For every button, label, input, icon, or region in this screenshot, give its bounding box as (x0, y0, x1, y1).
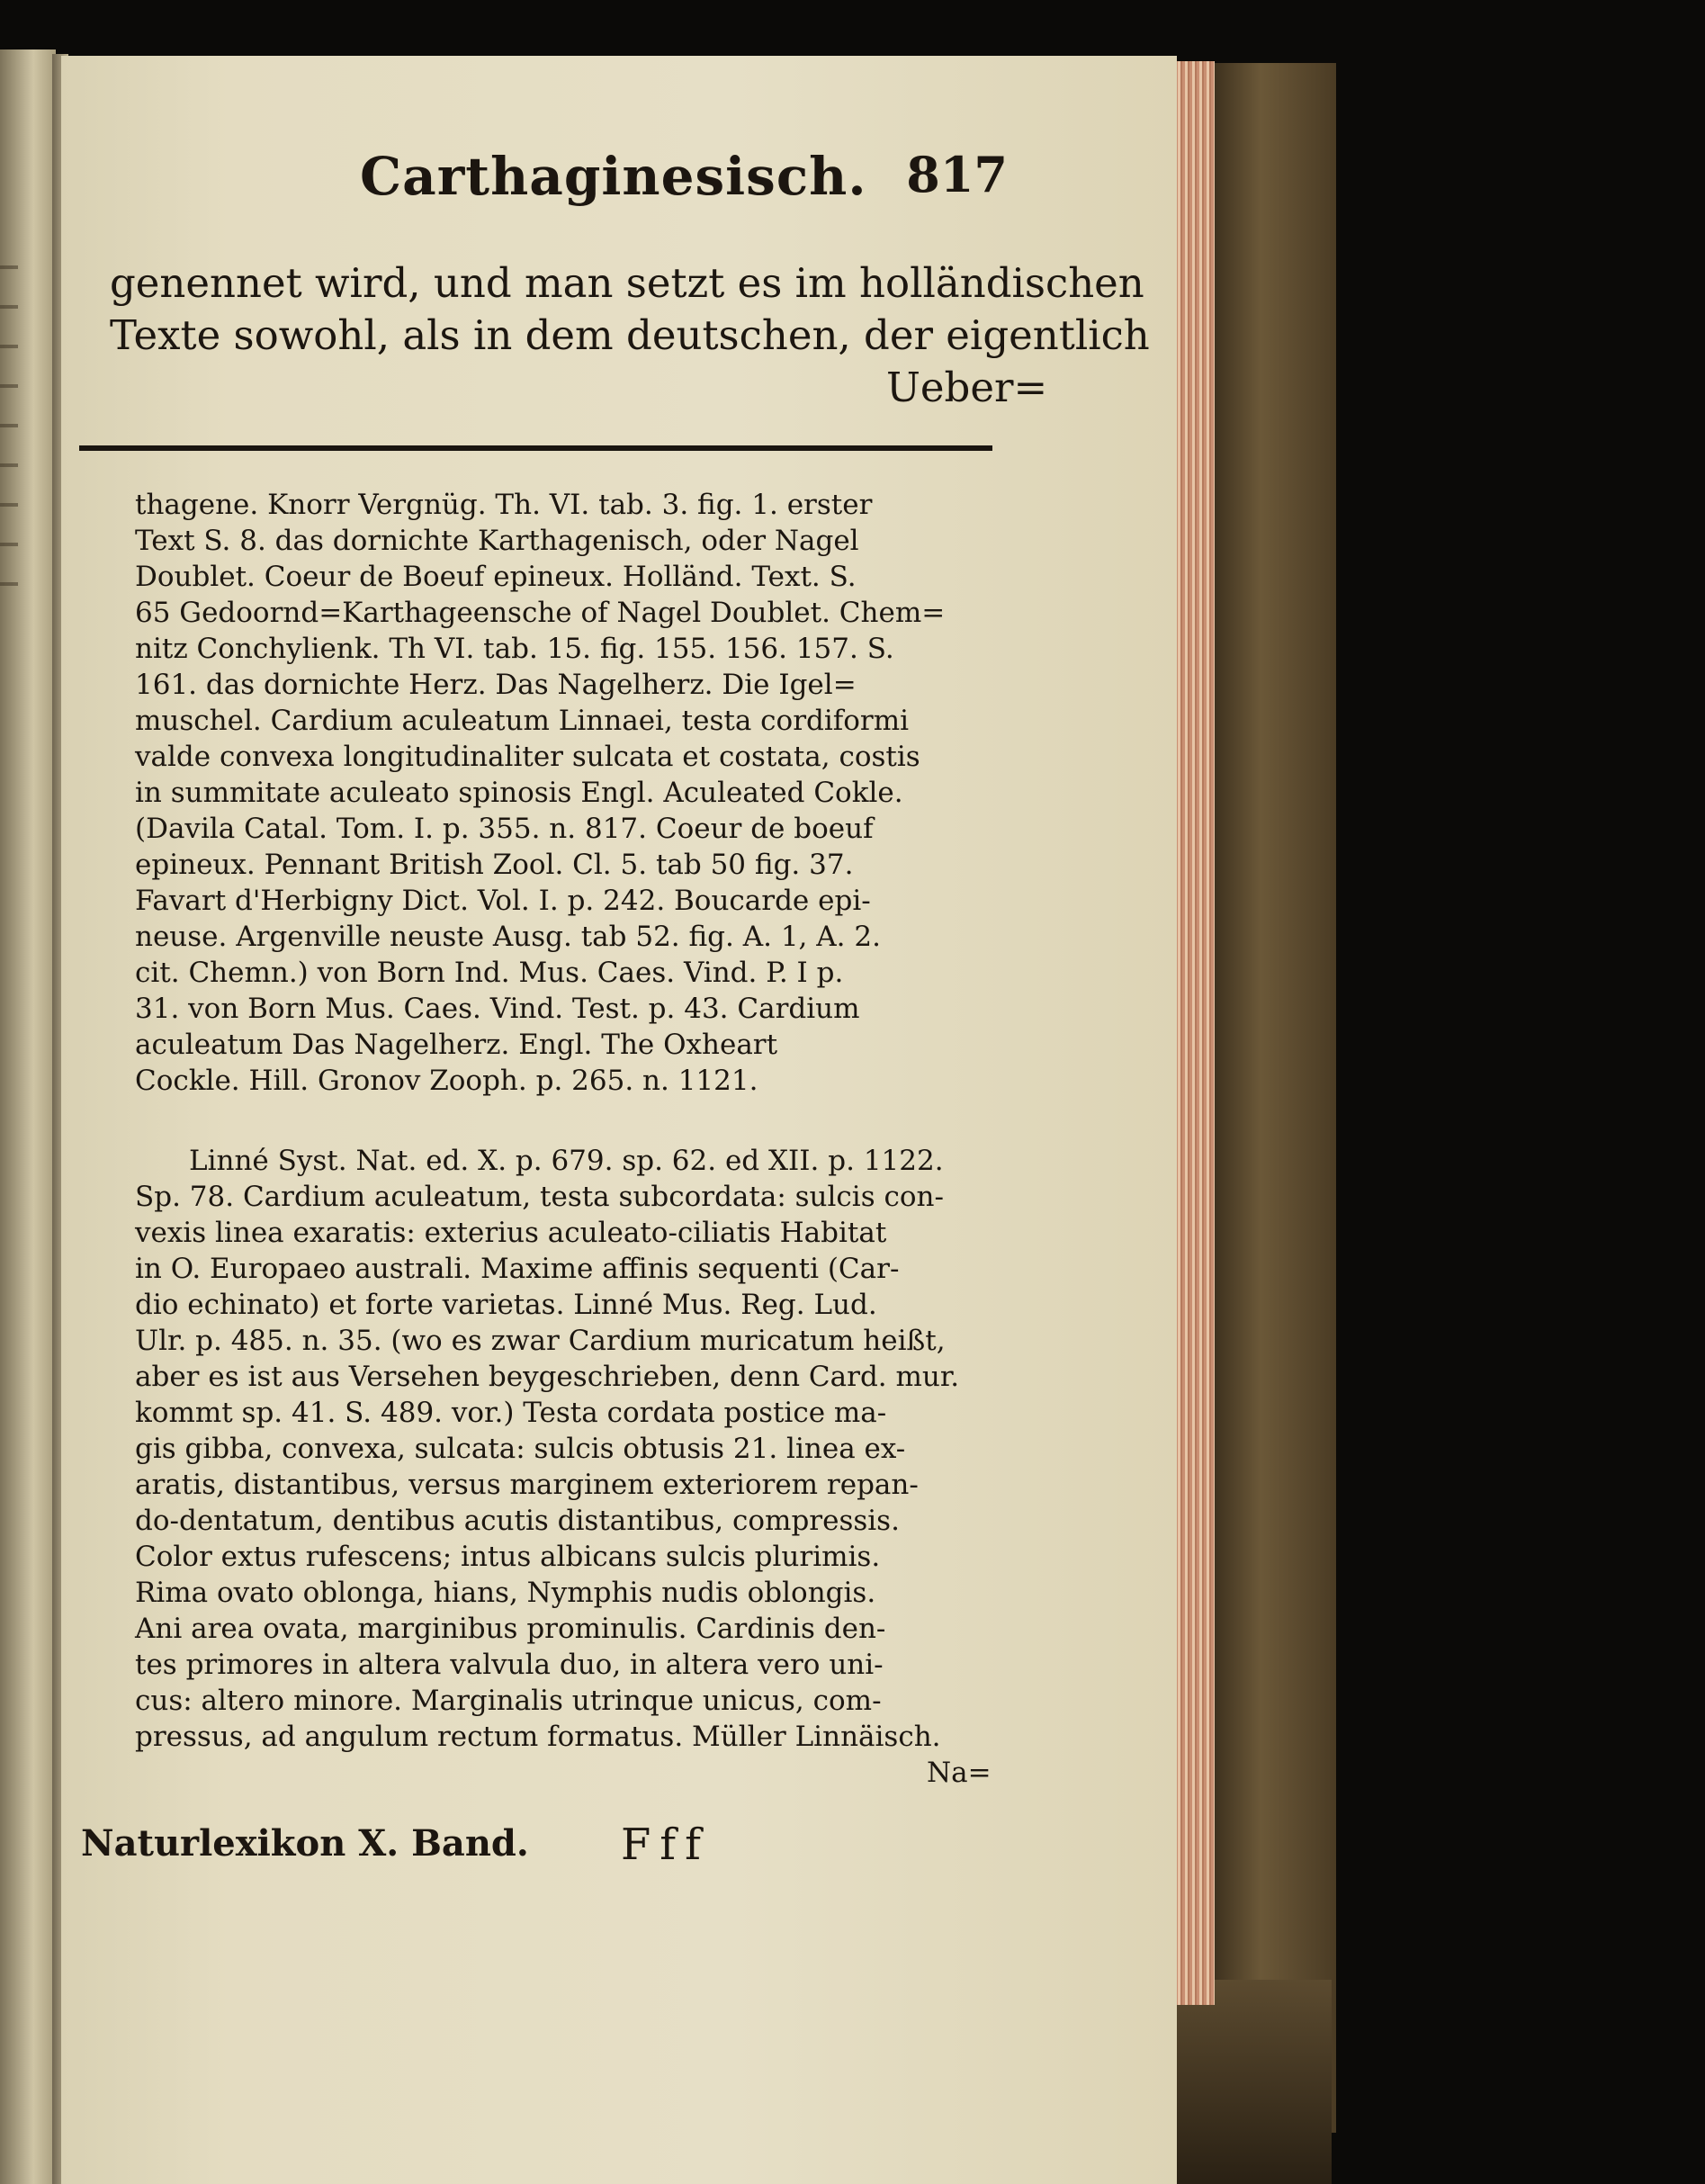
footer-volume-title: Naturlexikon X. Band. (81, 1822, 529, 1865)
text-line: Rima ovato oblonga, hians, Nymphis nudis oblongis. (135, 1577, 876, 1609)
text-line: epineux. Pennant British Zool. Cl. 5. tab 50 fig. 37. (135, 849, 854, 881)
text-line: Ulr. p. 485. n. 35. (wo es zwar Cardium muricatum heißt, (135, 1325, 946, 1357)
running-header (360, 146, 1008, 227)
text-line: pressus, ad angulum rectum formatus. Müller Linnäisch. (135, 1721, 941, 1753)
text-line: Sp. 78. Cardium aculeatum, testa subcordata: sulcis con- (135, 1181, 944, 1213)
text-line: nitz Conchylienk. Th VI. tab. 15. fig. 155. 156. 157. S. (135, 633, 894, 665)
text-line: (Davila Catal. Tom. I. p. 355. n. 817. Coeur de boeuf (135, 813, 874, 845)
text-line: cit. Chemn.) von Born Ind. Mus. Caes. Vind. P. I p. (135, 957, 844, 989)
text-line: Favart d'Herbigny Dict. Vol. I. p. 242. Boucarde epi- (135, 885, 871, 917)
left-page-print-bleed (0, 229, 18, 589)
text-line: Doublet. Coeur de Boeuf epineux. Holländ. Text. S. (135, 561, 857, 593)
text-line: cus: altero minore. Marginalis utrinque unicus, com- (135, 1685, 882, 1717)
text-line: muschel. Cardium aculeatum Linnaei, testa cordiformi (135, 705, 910, 737)
text-line: 65 Gedoornd=Karthageensche of Nagel Doublet. Chem= (135, 597, 946, 629)
text-line: aculeatum Das Nagelherz. Engl. The Oxheart (135, 1029, 778, 1061)
text-line: in summitate aculeato spinosis Engl. Aculeated Cokle. (135, 777, 903, 809)
text-line: Texte sowohl, als in dem deutschen, der eigentlich (110, 311, 1150, 359)
text-line: do-dentatum, dentibus acutis distantibus, compressis. (135, 1505, 900, 1537)
text-line: 161. das dornichte Herz. Das Nagelherz. Die Igel= (135, 669, 857, 701)
text-line: vexis linea exaratis: exterius aculeato-ciliatis Habitat (135, 1217, 887, 1249)
text-line: Text S. 8. das dornichte Karthagenisch, oder Nagel (135, 525, 859, 557)
text-line: aratis, distantibus, versus marginem exteriorem repan- (135, 1469, 919, 1501)
text-line: Ueber= (886, 364, 1048, 411)
page-title: Carthaginesisch. (360, 146, 867, 207)
text-line: neuse. Argenville neuste Ausg. tab 52. fig. A. 1, A. 2. (135, 921, 881, 953)
book-cover-edge (1210, 63, 1336, 2133)
text-line: kommt sp. 41. S. 489. vor.) Testa cordata postice ma- (135, 1397, 887, 1429)
left-page-edge (0, 49, 56, 2184)
footer-signature-mark: Fff (621, 1820, 710, 1870)
text-line: Ani area ovata, marginibus prominulis. Cardinis den- (135, 1613, 886, 1645)
text-line: genennet wird, und man setzt es im holländischen (110, 259, 1144, 307)
text-line: Color extus rufescens; intus albicans sulcis plurimis. (135, 1541, 881, 1573)
page-number: 817 (906, 146, 1008, 203)
text-line: 31. von Born Mus. Caes. Vind. Test. p. 43. Cardium (135, 993, 860, 1025)
text-line: thagene. Knorr Vergnüg. Th. VI. tab. 3. fig. 1. erster (135, 489, 873, 521)
text-line: gis gibba, convexa, sulcata: sulcis obtusis 21. linea ex- (135, 1433, 906, 1465)
text-line: Linné Syst. Nat. ed. X. p. 679. sp. 62. ed XII. p. 1122. (189, 1145, 944, 1177)
separator-rule (79, 445, 992, 451)
text-line: in O. Europaeo australi. Maxime affinis sequenti (Car- (135, 1253, 900, 1285)
text-line: dio echinato) et forte varietas. Linné Mus. Reg. Lud. (135, 1289, 877, 1321)
text-line: aber es ist aus Versehen beygeschrieben, denn Card. mur. (135, 1361, 960, 1393)
text-line: Cockle. Hill. Gronov Zooph. p. 265. n. 1121. (135, 1065, 758, 1097)
text-line: valde convexa longitudinaliter sulcata et costata, costis (135, 741, 920, 773)
text-line: tes primores in altera valvula duo, in altera vero uni- (135, 1649, 884, 1681)
text-line: Na= (927, 1757, 992, 1789)
